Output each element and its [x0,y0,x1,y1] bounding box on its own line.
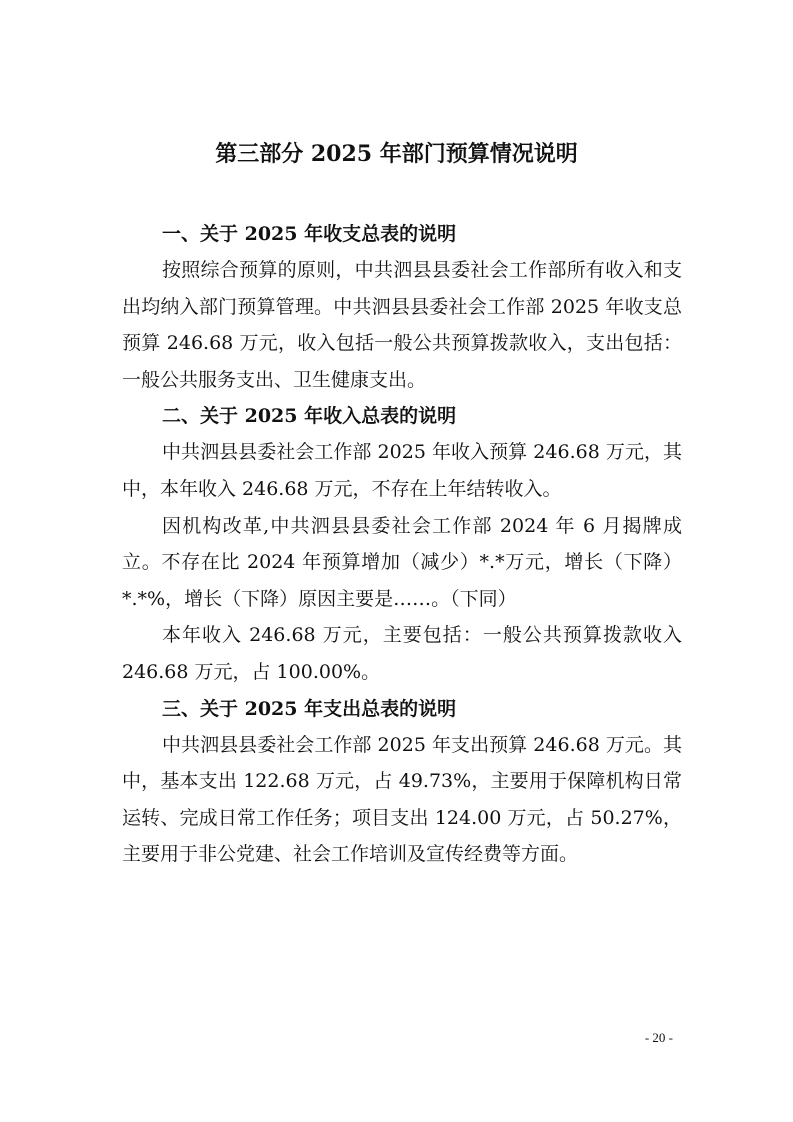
section-income-expense-overview [122,216,682,398]
document-body [122,216,682,873]
section-income-summary [122,398,682,690]
section-heading: 二、关于 2025 年收入总表的说明 [162,405,457,428]
paragraph: 本年收入 246.68 万元，主要包括：一般公共预算拨款收入 246.68 万元，占 100.00%。 [122,624,682,683]
section-heading: 三、关于 2025 年支出总表的说明 [162,697,457,720]
paragraph: 中共泗县县委社会工作部 2025 年收入预算 246.68 万元，其中，本年收入 246.68 万元，不存在上年结转收入。 [122,441,682,500]
paragraph: 按照综合预算的原则，中共泗县县委社会工作部所有收入和支出均纳入部门预算管理。中共泗县县委社会工作部 2025 年收支总预算 246.68 万元，收入包括一般公共预算拨款收入，支出包括：一般公共服务支出、卫生健康支出。 [122,259,682,391]
page-title: 第三部分 2025 年部门预算情况说明 [215,141,578,167]
paragraph: 因机构改革,中共泗县县委社会工作部 2024 年 6 月揭牌成立。不存在比 2024 年预算增加（减少）*.*万元，增长（下降）*.*%，增长（下降）原因主要是……。（下同） [122,514,682,610]
paragraph: 中共泗县县委社会工作部 2025 年支出预算 246.68 万元。其中，基本支出 122.68 万元，占 49.73%，主要用于保障机构日常运转、完成日常工作任务；项目支出 124.00 万元，占 50.27%，主要用于非公党建、社会工作培训及宣传经费等方面。 [122,733,682,866]
section-heading: 一、关于 2025 年收支总表的说明 [162,223,457,245]
page-number: - 20 - [644,1030,673,1045]
section-expenditure-summary [122,691,682,873]
